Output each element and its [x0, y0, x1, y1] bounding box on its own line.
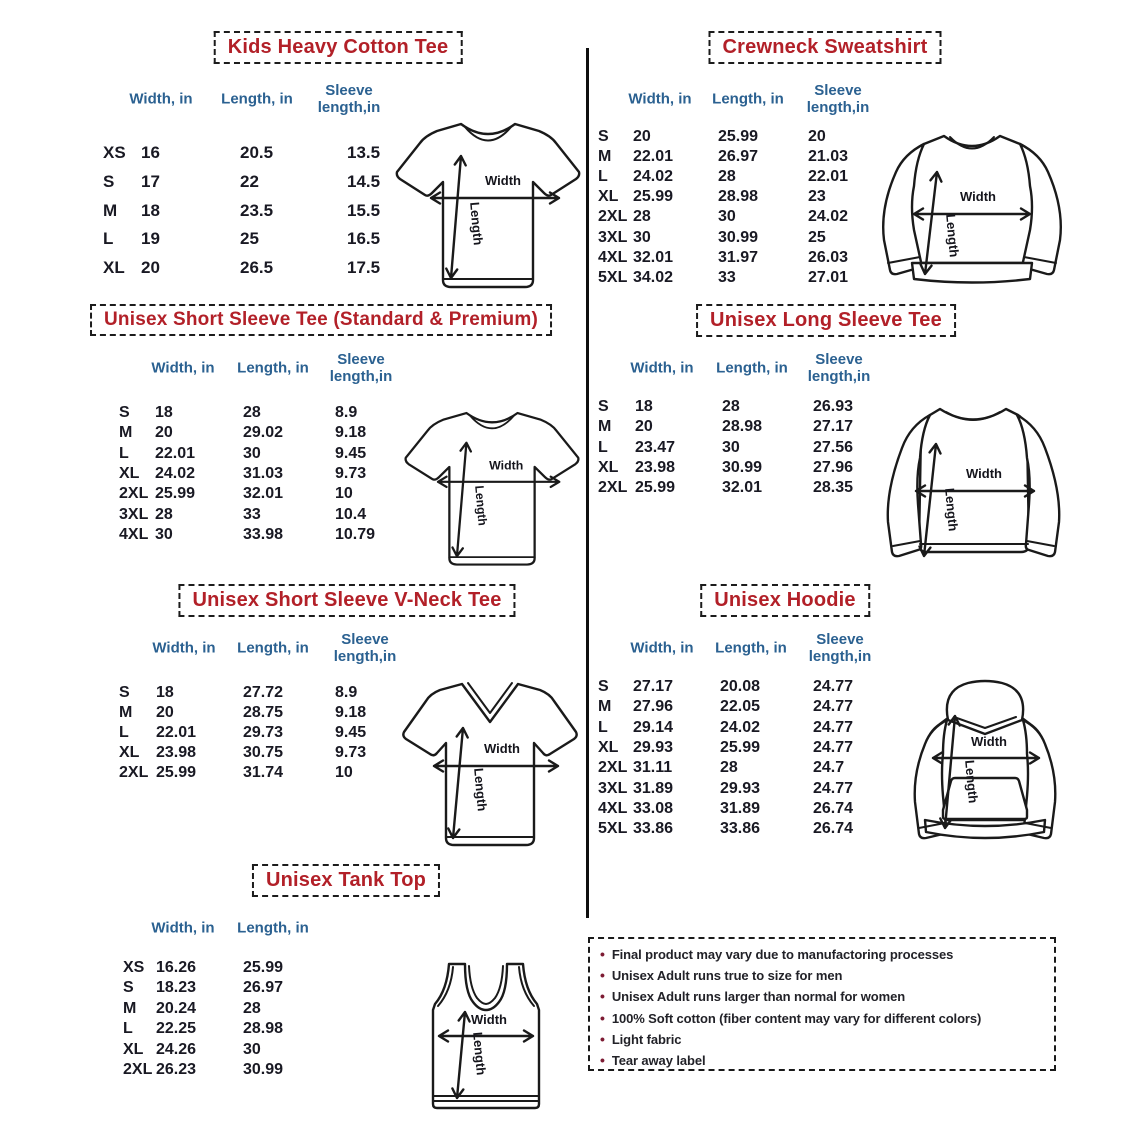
size-label: XL: [119, 744, 140, 761]
size-label: XL: [119, 464, 140, 482]
measurement-value: 31.74: [243, 764, 284, 781]
measurement-value: 28: [720, 759, 738, 777]
measurement-value: 30: [718, 208, 736, 226]
table-title-kids-heavy-cotton-tee: Kids Heavy Cotton Tee: [214, 31, 463, 64]
length-label: Length: [943, 213, 962, 258]
column-header: Width, in: [630, 639, 694, 657]
measurement-value: 30: [243, 444, 261, 462]
note-text: Light fabric: [611, 1031, 682, 1047]
note-text: Tear away label: [611, 1053, 706, 1069]
measurement-value: 22.01: [633, 148, 674, 166]
note-text: Final product may vary due to manufactoring processes: [611, 947, 954, 962]
notes-box: [588, 937, 1056, 1071]
size-label: S: [598, 128, 609, 145]
measurement-value: 23: [808, 188, 826, 206]
garment-outline: [403, 684, 576, 845]
column-header: Width, in: [152, 639, 216, 657]
measurement-value: 26.97: [243, 979, 284, 997]
size-label: L: [119, 444, 129, 462]
size-label: 4XL: [119, 525, 149, 543]
measurement-value: 17: [141, 171, 160, 191]
measurement-value: 24.7: [813, 759, 845, 777]
column-header: Sleeve length,in: [317, 81, 381, 116]
measurement-value: 25: [240, 229, 259, 249]
column-header: Length, in: [237, 639, 309, 657]
measurement-value: 25: [808, 228, 826, 246]
measurement-value: 19: [141, 229, 160, 249]
measurement-value: 28: [718, 168, 736, 186]
measurement-value: 24.26: [156, 1040, 197, 1058]
note-text: Unisex Adult runs larger than normal for women: [611, 989, 906, 1005]
column-header: Width, in: [151, 359, 215, 377]
column-header: Sleeve length,in: [806, 81, 870, 116]
column-header: Width, in: [628, 90, 692, 108]
measurement-value: 18: [635, 398, 653, 415]
vneck-tshirt-icon: [400, 670, 580, 848]
measurement-value: 23.47: [635, 438, 676, 456]
measurement-value: 23.98: [156, 744, 197, 761]
column-header: Width, in: [151, 919, 215, 937]
length-label: Length: [942, 487, 961, 532]
measurement-value: 26.74: [813, 820, 854, 838]
table-title-unisex-vneck-tee: Unisex Short Sleeve V-Neck Tee: [178, 584, 515, 617]
size-label: XS: [123, 959, 145, 976]
measurement-value: 20.24: [156, 999, 197, 1017]
measurement-value: 14.5: [347, 171, 381, 191]
measurement-value: 27.96: [633, 698, 674, 716]
measurement-value: 20: [808, 128, 826, 145]
measurement-value: 24.02: [155, 464, 196, 482]
length-label: Length: [471, 767, 490, 812]
measurement-value: 26.5: [240, 258, 274, 278]
measurement-value: 29.93: [633, 738, 674, 756]
measurement-value: 33: [243, 505, 261, 523]
note-item: [600, 1008, 1044, 1029]
measurement-value: 28.98: [718, 188, 759, 206]
measurement-value: 23.5: [240, 200, 274, 220]
measurement-value: 16: [141, 143, 160, 162]
measurement-value: 8.9: [335, 404, 358, 421]
measurement-value: 29.14: [633, 718, 674, 736]
measurement-value: 25.99: [243, 959, 284, 976]
measurement-value: 24.02: [720, 718, 761, 736]
width-label: Width: [485, 173, 521, 188]
measurement-value: 20: [633, 128, 651, 145]
size-label: 5XL: [598, 820, 628, 838]
size-label: L: [103, 229, 114, 249]
size-label: M: [598, 148, 612, 166]
measurement-value: 22.25: [156, 1020, 197, 1038]
measurement-value: 8.9: [335, 684, 358, 701]
measurement-value: 30.75: [243, 744, 284, 761]
size-label: M: [598, 418, 612, 436]
measurement-value: 25.99: [720, 738, 761, 756]
note-item: [600, 1029, 1044, 1050]
measurement-value: 22.01: [156, 724, 197, 741]
measurement-value: 31.97: [718, 248, 759, 266]
measurement-value: 29.02: [243, 424, 284, 442]
measurement-value: 27.96: [813, 458, 854, 476]
measurement-value: 9.18: [335, 424, 367, 442]
measurement-value: 20: [141, 258, 160, 278]
size-label: S: [598, 398, 609, 415]
size-label: 4XL: [598, 799, 628, 817]
column-header: Length, in: [715, 639, 787, 657]
length-label: Length: [472, 484, 490, 527]
measurement-value: 28.75: [243, 704, 284, 721]
bullet-icon: •: [600, 1030, 605, 1047]
measurement-value: 24.02: [808, 208, 849, 226]
measurement-value: 21.03: [808, 148, 849, 166]
column-header: Sleeve length,in: [329, 350, 393, 385]
note-text: Unisex Adult runs true to size for men: [611, 968, 843, 984]
size-label: S: [123, 979, 134, 997]
bullet-icon: •: [600, 988, 605, 1005]
measurement-value: 9.45: [335, 444, 367, 462]
size-label: XS: [103, 143, 126, 162]
width-label: Width: [966, 466, 1002, 481]
measurement-value: 31.89: [720, 799, 761, 817]
size-label: L: [123, 1020, 133, 1038]
column-header: Length, in: [237, 919, 309, 937]
size-label: M: [119, 424, 133, 442]
measurement-value: 16.5: [347, 229, 381, 249]
bullet-icon: •: [600, 1009, 605, 1026]
size-label: L: [598, 718, 608, 736]
measurement-value: 29.93: [720, 779, 761, 797]
measurement-value: 28: [155, 505, 173, 523]
size-label: L: [598, 168, 608, 186]
measurement-value: 27.17: [633, 678, 674, 695]
sweatshirt-icon: [866, 124, 1078, 296]
note-item: [600, 986, 1044, 1007]
size-label: 3XL: [598, 228, 628, 246]
size-label: XL: [598, 738, 619, 756]
garment-outline: [943, 778, 1027, 819]
size-label: 5XL: [598, 268, 628, 286]
measurement-value: 24.77: [813, 779, 854, 797]
column-header: Width, in: [129, 90, 193, 108]
measurement-value: 24.77: [813, 718, 854, 736]
measurement-value: 23.98: [635, 458, 676, 476]
size-label: M: [598, 698, 612, 716]
measurement-value: 27.01: [808, 268, 849, 286]
measurement-value: 25.99: [155, 485, 196, 503]
width-label: Width: [960, 189, 996, 204]
column-header: Width, in: [630, 359, 694, 377]
measurement-value: 20.5: [240, 143, 274, 162]
measurement-value: 22.05: [720, 698, 761, 716]
measurement-value: 28: [633, 208, 651, 226]
size-label: 4XL: [598, 248, 628, 266]
measurement-value: 9.45: [335, 724, 367, 741]
measurement-value: 30.99: [718, 228, 759, 246]
measurement-value: 30: [243, 1040, 261, 1058]
length-label: Length: [467, 201, 486, 246]
size-label: 2XL: [598, 759, 628, 777]
measurement-value: 25.99: [718, 128, 759, 145]
table-title-unisex-long-sleeve-tee: Unisex Long Sleeve Tee: [696, 304, 956, 337]
measurement-value: 28: [243, 999, 261, 1017]
longsleeve-tshirt-icon: [866, 396, 1081, 572]
measurement-value: 9.73: [335, 464, 367, 482]
measurement-value: 32.01: [243, 485, 284, 503]
measurement-value: 28: [722, 398, 740, 415]
measurement-value: 16.26: [156, 959, 197, 976]
size-label: 2XL: [598, 208, 628, 226]
measurement-value: 30.99: [243, 1061, 284, 1078]
measurement-value: 30: [722, 438, 740, 456]
measurement-value: 27.17: [813, 418, 854, 436]
measurement-value: 26.74: [813, 799, 854, 817]
measurement-value: 24.02: [633, 168, 674, 186]
size-label: XL: [598, 458, 619, 476]
column-header: Length, in: [716, 359, 788, 377]
measurement-value: 26.03: [808, 248, 849, 266]
column-header: Length, in: [221, 90, 293, 108]
table-title-unisex-short-sleeve-tee: Unisex Short Sleeve Tee (Standard & Premium): [90, 304, 552, 336]
bullet-icon: •: [600, 1052, 605, 1069]
measurement-value: 10: [335, 485, 353, 503]
width-label: Width: [471, 1012, 507, 1027]
measurement-value: 33.08: [633, 799, 674, 817]
width-label: Width: [489, 458, 524, 473]
measurement-value: 31.89: [633, 779, 674, 797]
measurement-value: 33.86: [720, 820, 761, 838]
measurement-value: 33.86: [633, 820, 674, 838]
size-label: 3XL: [119, 505, 149, 523]
size-label: S: [103, 171, 115, 191]
table-title-unisex-tank-top: Unisex Tank Top: [252, 864, 440, 897]
measurement-value: 25.99: [635, 479, 676, 497]
size-label: S: [119, 404, 130, 421]
bullet-icon: •: [600, 946, 605, 962]
note-item: [600, 1050, 1044, 1071]
measurement-value: 20: [635, 418, 653, 436]
measurement-value: 33: [718, 268, 736, 286]
measurement-value: 15.5: [347, 200, 381, 220]
width-label: Width: [484, 741, 520, 756]
measurement-value: 26.23: [156, 1061, 197, 1078]
measurement-value: 30.99: [722, 458, 763, 476]
measurement-value: 32.01: [722, 479, 763, 497]
measurement-value: 32.01: [633, 248, 674, 266]
measurement-value: 20.08: [720, 678, 761, 695]
measurement-value: 17.5: [347, 258, 381, 278]
size-label: M: [123, 999, 137, 1017]
measurement-value: 28: [243, 404, 261, 421]
column-header: Length, in: [712, 90, 784, 108]
note-item: [600, 965, 1044, 986]
measurement-value: 31.11: [633, 759, 673, 777]
size-label: L: [598, 438, 608, 456]
measurement-value: 22.01: [808, 168, 849, 186]
measurement-value: 33.98: [243, 525, 284, 543]
measurement-value: 22.01: [155, 444, 196, 462]
column-header: Sleeve length,in: [808, 630, 872, 665]
measurement-value: 25.99: [156, 764, 197, 781]
size-label: S: [119, 684, 130, 701]
note-item: [600, 944, 1044, 965]
size-label: 2XL: [123, 1061, 153, 1078]
column-header: Sleeve length,in: [333, 630, 397, 665]
measurement-value: 9.73: [335, 744, 367, 761]
measurement-value: 10: [335, 764, 353, 781]
measurement-value: 18: [141, 200, 160, 220]
length-label: Length: [470, 1031, 489, 1076]
table-title-crewneck-sweatshirt: Crewneck Sweatshirt: [709, 31, 942, 64]
size-label: 3XL: [598, 779, 628, 797]
size-label: L: [119, 724, 129, 741]
measurement-value: 30: [155, 525, 173, 543]
measurement-value: 9.18: [335, 704, 367, 721]
tshirt-icon: [402, 400, 582, 572]
measurement-value: 28.98: [722, 418, 763, 436]
measurement-value: 24.77: [813, 698, 854, 716]
size-label: M: [103, 200, 118, 220]
tshirt-icon: [393, 110, 583, 295]
column-header: Sleeve length,in: [807, 350, 871, 385]
measurement-value: 24.77: [813, 678, 854, 695]
width-label: Width: [971, 734, 1007, 749]
bullet-icon: •: [600, 967, 605, 984]
measurement-value: 28.98: [243, 1020, 284, 1038]
measurement-value: 18.23: [156, 979, 197, 997]
measurement-value: 27.72: [243, 684, 284, 701]
size-label: 2XL: [119, 764, 149, 781]
measurement-value: 20: [155, 424, 173, 442]
measurement-value: 10.4: [335, 505, 367, 523]
table-title-unisex-hoodie: Unisex Hoodie: [700, 584, 870, 617]
garment-detail: [469, 966, 503, 1004]
tanktop-icon: [425, 958, 547, 1120]
measurement-value: 26.93: [813, 398, 854, 415]
column-header: Length, in: [237, 359, 309, 377]
size-label: 2XL: [119, 485, 149, 503]
measurement-value: 28.35: [813, 479, 854, 497]
size-label: XL: [103, 258, 125, 278]
length-label: Length: [962, 759, 981, 804]
garment-outline: [397, 124, 579, 287]
note-text: 100% Soft cotton (fiber content may vary for different colors): [611, 1010, 982, 1026]
divider-line: [586, 48, 589, 918]
measurement-value: 10.79: [335, 525, 376, 543]
size-label: XL: [598, 188, 619, 206]
size-label: M: [119, 704, 133, 721]
size-label: XL: [123, 1040, 144, 1058]
measurement-value: 22: [240, 171, 259, 191]
measurement-value: 18: [156, 684, 174, 701]
garment-outline: [406, 413, 579, 565]
notes-list: [600, 944, 1044, 1071]
measurement-value: 29.73: [243, 724, 284, 741]
measurement-value: 26.97: [718, 148, 759, 166]
measurement-value: 30: [633, 228, 651, 246]
measurement-value: 13.5: [347, 143, 381, 162]
measurement-value: 18: [155, 404, 173, 421]
size-label: S: [598, 678, 609, 695]
measurement-value: 20: [156, 704, 174, 721]
size-label: 2XL: [598, 479, 628, 497]
hoodie-icon: [893, 678, 1078, 856]
measurement-value: 24.77: [813, 738, 854, 756]
measurement-value: 34.02: [633, 268, 674, 286]
measurement-value: 27.56: [813, 438, 854, 456]
measurement-value: 25.99: [633, 188, 674, 206]
measurement-value: 31.03: [243, 464, 284, 482]
